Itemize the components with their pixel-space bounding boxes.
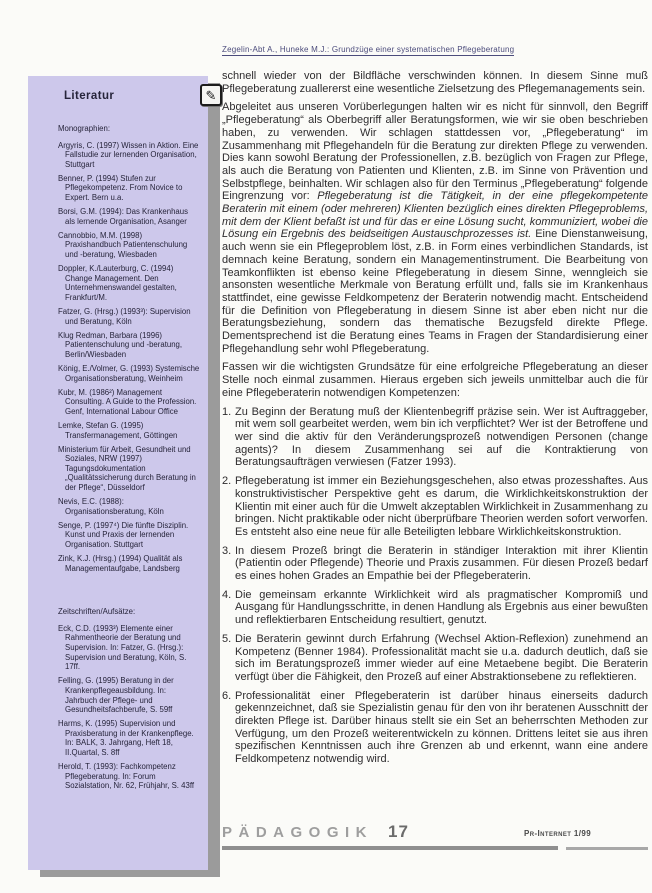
bibliography-entry: Senge, P. (1997⁴) Die fünfte Disziplin. Kunst und Praxis der lernenden Organisation. Stuttgart [58, 520, 189, 549]
bibliography-sections [58, 124, 200, 791]
item-text: Die Beraterin gewinnt durch Erfahrung (Wechsel Aktion-Reflexion) zunehmend an Kompetenz (Benner 1984). Professionalität macht sie u.a. dadurch deutlich, daß sie sich im Beratungsprozeß immer wieder auf eine Metaebene begibt. Die Beraterin verfügt über die Fähigkeit, den Prozeß auf einer Abstraktionsebene zu reflektieren. [235, 632, 648, 683]
pen-note-icon: ✎ [200, 84, 222, 106]
sidebar-title: Literatur [64, 90, 115, 102]
item-number: 1. [222, 405, 232, 418]
item-number: 4. [222, 588, 232, 601]
article-numbered-list [222, 406, 648, 766]
footer-rule-right [566, 847, 648, 850]
bibliography-entry: Argyris, C. (1997) Wissen in Aktion. Eine Fallstudie zur lernenden Organisation, Stuttgart [58, 140, 199, 169]
item-text: In diesem Prozeß bringt die Beraterin in ständiger Interaktion mit ihrer Klientin (Patientin oder Pflegende) Theorie und Praxis zusammen. Für diesen Prozeß bedarf es eines hohen Grades an Empathie bei der Pflegeberaterin. [235, 544, 648, 583]
bibliography-entry: Benner, P. (1994) Stufen zur Pflegekompetenz. From Novice to Expert. Bern u.a. [58, 173, 183, 203]
bibliography-entry: Borsi, G.M. (1994): Das Krankenhaus als lernende Organisation, Asanger [58, 207, 189, 226]
numbered-item [222, 690, 648, 766]
numbered-item [222, 633, 648, 684]
numbered-item [222, 589, 648, 627]
bibliography-entry: Ministerium für Arbeit, Gesundheit und Soziales, NRW (1997) Tagungsdokumentation „Qualitätssicherung durch Beratung in der Pflege“, Düsseldorf [58, 444, 196, 492]
item-text: Zu Beginn der Beratung muß der Klientenbegriff präzise sein. Wer ist Auftraggeber, mit wem soll gearbeitet werden, wem bin ich verpflichtet? Wer ist der Betroffene und wer sind die aktiv für den Veränderungsprozeß notwendigen Personen (change agents)? In diesem Zusammenhang sei auf die Kontraktierung von Beratungsaufträgen verwiesen (Fatzer 1993). [235, 405, 648, 469]
numbered-item [222, 545, 648, 583]
bibliography-entry: Felling, G. (1995) Beratung in der Krankenpflegeausbildung. In: Jahrbuch der Pflege- und Gesundheitsfachberufe, S. 59ff [58, 676, 174, 715]
body-text: Eine Dienstanweisung, auch wenn sie ein Pflegeproblem löst, z.B. in Form eines verbindlichen Standards, ist demnach keine Beratung, sondern ein Managementinstrument. Die Bearbeitung von Teamkonflikten ist ebenso keine Pflegeberatung in diesem Sinne, wenngleich sie ansonsten wesentliche Merkmale von Beratung erfüllt und, falls sie im Krankenhaus stattfindet, eine gewisse Feldkompetenz der Beraterin notwendig macht. Entscheidend für die Definition von Pflegeberatung in diesem Sinne ist aber eben nicht nur die Beratungsbeziehung, sondern das thematische Bezugsfeld direkte Pflege. Dementsprechend ist die Beratung eines Teams in Fragen der Standardisierung einer Pflegehandlung sehr wohl Pflegeberatung. [222, 228, 648, 355]
item-text: Pflegeberatung ist immer ein Beziehungsgeschehen, also etwas prozesshaftes. Aus konstruktivistischer Perspektive geht es darum, die Wirklichkeitskonstruktion der Klientin mit einer auch für die Umwelt akzeptablen Wirklichkeit in Zusammenhang zu bringen. Nicht praktikable oder nicht überprüfbare Theorien werden sofort verworfen. Es entsteht also eine neue für alle Beteiligten lebbare Wirklichkeitskonstruktion. [235, 475, 648, 538]
italic-definition-text: Pflegeberatung ist die Tätigkeit, in der eine pflegekompetente Beraterin mit einem (oder mehreren) Klienten bezüglich eines direkten Pflegeproblems, mit dem der Klient befaßt ist und für das er eine Lösung sucht, kommuniziert, wobei die Lösung ein Ergebnis des beidseitigen Austauschprozesses ist. [222, 190, 649, 241]
bibliography-entry: Eck, C.D. (1993³) Elemente einer Rahmentheorie der Beratung und Supervision. In: Fatzer, G. (Hrsg.): Supervision und Beratung, Köln, S. 17ff. [58, 623, 187, 672]
page-footer [222, 822, 648, 862]
bibliography-entry: Harms, K. (1995) Supervision und Praxisberatung in der Krankenpflege. In: BALK, 3. Jahrgang, Heft 18, II.Quartal, S. 8ff [58, 719, 194, 757]
article-body [222, 70, 648, 772]
numbered-item [222, 475, 648, 539]
item-number: 3. [222, 544, 232, 557]
bibliography-section [58, 607, 200, 791]
footer-rule-left [222, 846, 558, 850]
body-text: Abgeleitet aus unseren Vorüberlegungen halten wir es nicht für sinnvoll, den Begriff „Pflegeberatung“ als Oberbegriff aller Beratungsformen, wie wir sie oben beschrieben haben, zu verwenden. Wir schlagen stattdessen vor, „Pflegeberatung“ im Zusammenhang mit Pflegehandeln für die Beratung zur direkten Pflege zu verwenden. Dies kann sowohl Beratung der Professionellen, z.B. bezüglich von Fragen zur Pflege, als auch die Beratung von Patienten und Klienten, z.B. im Sinne von Prävention und Selbstpflege, beinhalten. Wir schlagen also für den Terminus „Pflegeberatung“ folgende Eingrenzung vor: [222, 101, 648, 203]
paragraph [222, 101, 648, 355]
bibliography-section-heading: Monographien: [58, 124, 111, 133]
bibliography-entry: König, E./Volmer, G. (1993) Systemische Organisationsberatung, Weinheim [58, 363, 200, 383]
bibliography-entry: Klug Redman, Barbara (1996) Patientenschulung und -beratung, Berlin/Wiesbaden [58, 330, 183, 359]
paragraph [222, 361, 648, 399]
item-number: 2. [222, 475, 232, 488]
bibliography-section-heading: Zeitschriften/Aufsätze: [58, 607, 136, 617]
running-head: Zegelin-Abt A., Huneke M.J.: Grundzüge einer systematischen Pflegeberatung [222, 45, 515, 54]
bibliography-section [58, 124, 200, 573]
bibliography-entry: Nevis, E.C. (1988): Organisationsberatung, Köln [58, 497, 164, 516]
article-paragraphs [222, 70, 648, 400]
bibliography-entry: Kubr, M. (1986²) Management Consulting. A Guide to the Profession. Genf, International Labour Office [58, 387, 197, 416]
bibliography-entry: Cannobbio, M.M. (1998) Praxishandbuch Patientenschulung und -beratung, Wiesbaden [58, 230, 188, 260]
bibliography-entry: Doppler, K./Lauterburg, C. (1994) Change Management. Den Unternehmenswandel gestalten, Frankfurt/M. [58, 264, 177, 302]
body-text: Fassen wir die wichtigsten Grundsätze für eine erfolgreiche Pflegeberatung an dieser Stelle noch einmal zusammen. Hieraus ergeben sich jeweils unmittelbar auch die für eine Pflegeberaterin notwendigen Kompetenzen: [222, 361, 648, 399]
issue-label: Pr-Internet 1/99 [524, 829, 592, 838]
paragraph [222, 70, 648, 95]
numbered-item [222, 406, 648, 470]
bibliography-entry: Herold, T. (1993): Fachkompetenz Pflegeberatung. In: Forum Sozialstation, Nr. 62, Frühjahr, S. 43ff [58, 762, 195, 791]
page-number: 17 [388, 822, 409, 841]
item-number: 5. [222, 632, 232, 645]
item-number: 6. [222, 689, 232, 702]
body-text: schnell wieder von der Bildfläche verschwinden können. In diesem Sinne muß Pflegeberatung zuallererst eine wesentliche Zielsetzung des Pflegemanagements sein. [222, 70, 648, 95]
bibliography-entry: Lemke, Stefan G. (1995) Transfermanagement, Göttingen [58, 420, 178, 440]
item-text: Die gemeinsam erkannte Wirklichkeit wird als pragmatischer Kompromiß und Ausgang für Handlungsschritte, in denen Handlung als Ergebnis aus einer bewußten und reflektierbaren Entscheidung resultiert, genutzt. [235, 588, 648, 627]
item-text: Professionalität einer Pflegeberaterin ist darüber hinaus einerseits dadurch gekennzeichnet, daß sie Spezialistin genau für den von ihr beratenen Ausschnitt der direkten Pflege ist. Darüber hinaus stellt sie ein Set an beherrschten Methoden zur Verfügung, um den Prozeß weiterentwickeln zu können. Drittens leitet sie aus ihren spezifischen Kenntnissen auch ihre Grenzen ab und erkennt, wann eine andere Feldkompetenz notwendig wird. [235, 689, 648, 766]
literature-sidebar [28, 76, 208, 870]
bibliography-entry: Fatzer, G. (Hrsg.) (1993³): Supervision und Beratung, Köln [58, 307, 191, 326]
journal-section-label: PÄDAGOGIK [222, 824, 374, 841]
bibliography-entry: Zink, K.J. (Hrsg.) (1994) Qualität als Managementaufgabe, Landsberg [58, 554, 183, 573]
